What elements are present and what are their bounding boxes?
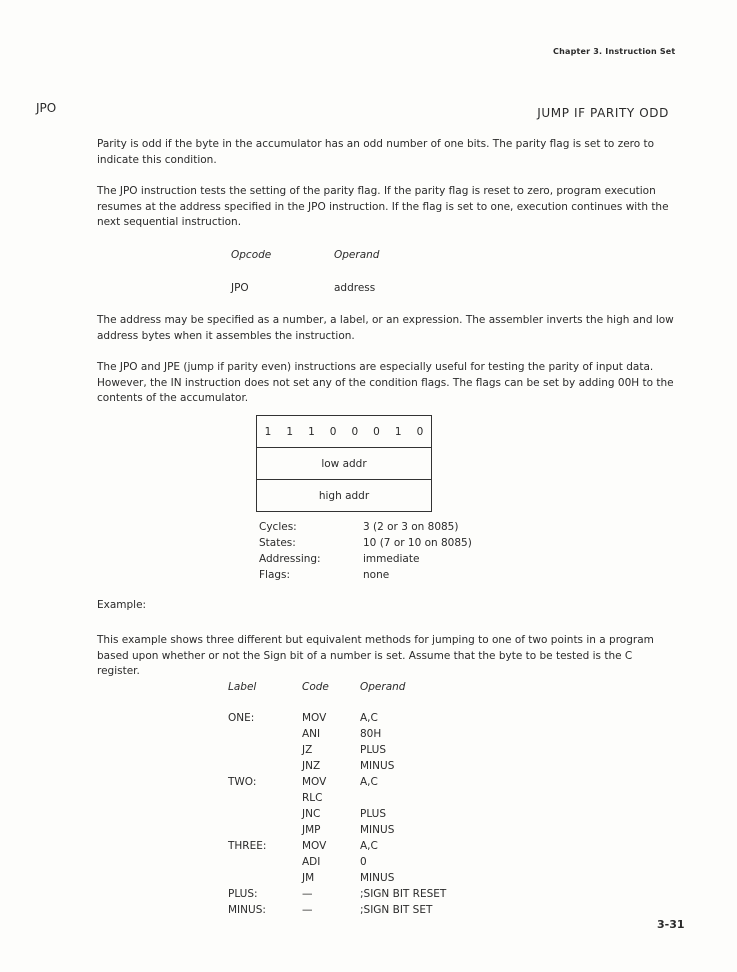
code-mnemonic: —	[302, 888, 313, 900]
code-mnemonic: ADI	[302, 856, 321, 868]
paragraph-address-spec: The address may be specified as a number, a label, or an expression. The assembler inverts the high and low address bytes when it assembles the instruction.	[97, 314, 674, 342]
syntax-opcode: JPO	[231, 282, 249, 294]
addressing-label: Addressing:	[259, 553, 321, 565]
example-label: Example:	[97, 599, 147, 611]
opcode-bit: 1	[308, 425, 315, 438]
code-operand: A,C	[360, 776, 378, 788]
opcode-header: Opcode	[231, 249, 272, 261]
chapter-header: Chapter 3. Instruction Set	[553, 47, 676, 56]
code-mnemonic: JNZ	[302, 760, 321, 772]
code-operand: A,C	[360, 840, 378, 852]
code-label: THREE:	[228, 840, 267, 852]
opcode-bit: 1	[286, 425, 294, 438]
opcode-bit: 1	[264, 425, 272, 438]
instruction-title: JUMP IF PARITY ODD	[537, 106, 669, 120]
states-label: States:	[259, 537, 296, 549]
code-mnemonic: —	[302, 904, 313, 916]
code-mnemonic: JNC	[302, 808, 321, 820]
code-mnemonic: MOV	[302, 776, 327, 788]
code-mnemonic: JM	[302, 872, 315, 884]
paragraph-jpo-behavior: The JPO instruction tests the setting of the parity flag. If the parity flag is reset to zero, program execution resumes at the address specified in the JPO instruction. If the flag is set to one, execution continues with the next sequential instruction.	[97, 185, 669, 228]
flags-value: none	[363, 569, 390, 581]
code-operand: 80H	[360, 728, 382, 740]
code-header-operand: Operand	[360, 681, 406, 693]
high-addr-row: high addr	[257, 479, 431, 511]
flags-label: Flags:	[259, 569, 291, 581]
code-operand: PLUS	[360, 808, 387, 820]
opcode-bit: 1	[394, 425, 402, 438]
code-mnemonic: MOV	[302, 840, 327, 852]
cycles-label: Cycles:	[259, 521, 297, 533]
code-mnemonic: MOV	[302, 712, 327, 724]
code-operand: ;SIGN BIT SET	[360, 904, 433, 916]
code-operand: 0	[360, 856, 367, 868]
opcode-bit: 0	[351, 425, 359, 438]
instruction-mnemonic: JPO	[36, 101, 57, 115]
code-operand: PLUS	[360, 744, 387, 756]
code-mnemonic: JZ	[302, 744, 313, 756]
paragraph-usage-note: The JPO and JPE (jump if parity even) instructions are especially useful for testing the parity of input data. However, the IN instruction does not set any of the condition flags. The flags can be set by adding 00H to the contents of the accumulator.	[97, 361, 674, 404]
cycles-value: 3 (2 or 3 on 8085)	[363, 521, 459, 533]
opcode-bit: 0	[329, 425, 337, 438]
addressing-value: immediate	[363, 553, 420, 565]
paragraph-example-description: This example shows three different but equivalent methods for jumping to one of two points in a program based upon whether or not the Sign bit of a number is set. Assume that the byte to be tested is the C register.	[97, 634, 654, 677]
states-value: 10 (7 or 10 on 8085)	[363, 537, 472, 549]
syntax-operand: address	[334, 282, 376, 294]
code-operand: A,C	[360, 712, 378, 724]
code-label: TWO:	[228, 776, 257, 788]
code-operand: ;SIGN BIT RESET	[360, 888, 447, 900]
opcode-bit: 0	[373, 425, 380, 438]
code-label: ONE:	[228, 712, 255, 724]
code-mnemonic: JMP	[302, 824, 321, 836]
low-addr-row: low addr	[257, 447, 431, 479]
code-mnemonic: ANI	[302, 728, 321, 740]
code-header-code: Code	[302, 681, 329, 693]
paragraph-parity-definition: Parity is odd if the byte in the accumulator has an odd number of one bits. The parity flag is set to zero to indicate this condition.	[97, 138, 655, 166]
code-operand: MINUS	[360, 760, 395, 772]
opcode-bit: 0	[416, 425, 424, 438]
operand-header: Operand	[334, 249, 380, 261]
page-number: 3-31	[657, 918, 685, 931]
instruction-encoding-box	[256, 415, 432, 512]
opcode-bits-row	[257, 416, 431, 447]
code-label: PLUS:	[228, 888, 258, 900]
code-operand: MINUS	[360, 824, 395, 836]
code-mnemonic: RLC	[302, 792, 323, 804]
code-label: MINUS:	[228, 904, 266, 916]
code-operand: MINUS	[360, 872, 395, 884]
code-header-label: Label	[228, 681, 257, 693]
